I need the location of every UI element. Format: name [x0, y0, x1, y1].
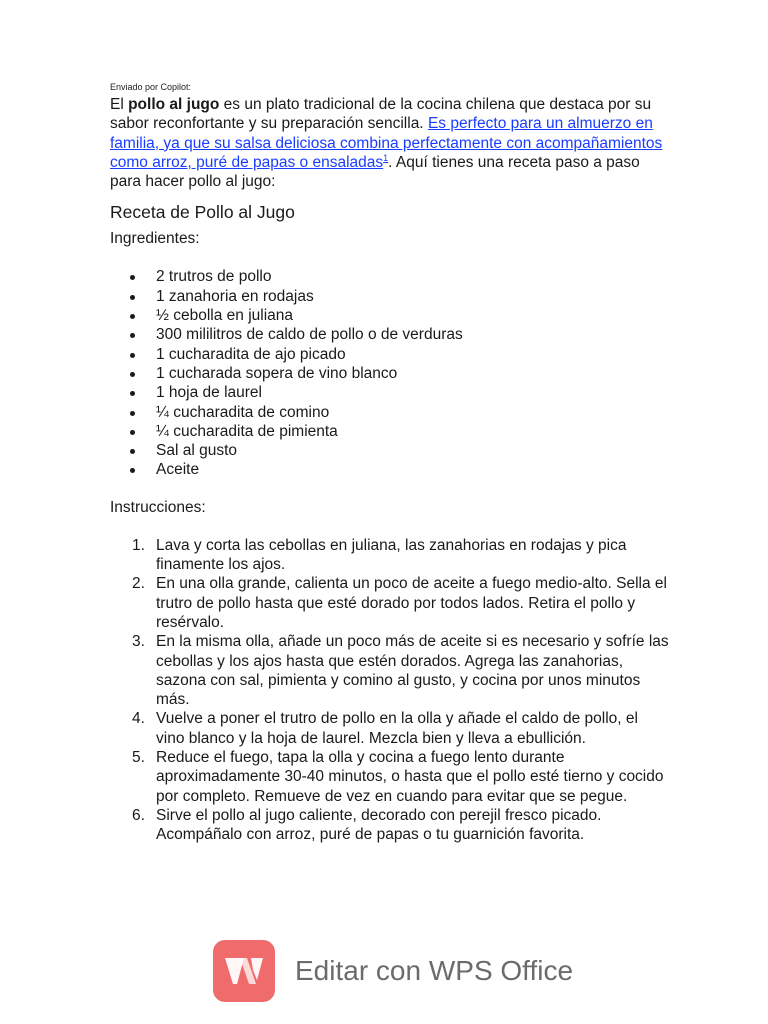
ingredient-item: Aceite: [110, 460, 670, 479]
instructions-list: [110, 536, 670, 845]
wps-logo-glyph: [213, 940, 275, 1002]
instruction-step: [110, 709, 670, 748]
instructions-heading: Instrucciones:: [110, 498, 206, 516]
ingredients-list: [110, 267, 670, 479]
ingredient-item: 2 trutros de pollo: [110, 267, 670, 286]
document-page: [110, 82, 670, 845]
bullet-icon: [130, 333, 135, 338]
wps-edit-label: Editar con WPS Office: [295, 955, 574, 986]
ingredient-item: ¼ cucharadita de comino: [110, 403, 670, 422]
step-number: 3.: [132, 633, 145, 651]
instruction-step: [110, 806, 670, 845]
bullet-icon: [130, 391, 135, 396]
step-number: 6.: [132, 806, 145, 824]
recipe-title: Receta de Pollo al Jugo: [110, 202, 295, 223]
ingredient-item: 1 hoja de laurel: [110, 383, 670, 402]
intro-paragraph: El pollo al jugo es un plato tradicional de la cocina chilena que destaca por su sabor reconfortante y su preparación sencilla. Es perfecto para un almuerzo en familia, ya que su salsa deliciosa combina perfectamente con acompañamientos como arroz, puré de papas o ensaladas$^1$. Aquí tienes una receta paso a paso para hacer pollo al jugo:: [110, 96, 663, 191]
step-number: 5.: [132, 749, 145, 767]
step-text: En una olla grande, calienta un poco de aceite a fuego medio-alto. Sella el trutro de pollo hasta que esté dorado por todos lados. Retira el pollo y resérvalo.: [156, 575, 667, 631]
bullet-icon: [130, 353, 135, 358]
ingredient-item: 1 zanahoria en rodajas: [110, 287, 670, 306]
ingredient-item: 300 mililitros de caldo de pollo o de verduras: [110, 325, 670, 344]
step-text: Vuelve a poner el trutro de pollo en la olla y añade el caldo de pollo, el vino blanco y la hoja de laurel. Mezcla bien y lleva a ebullición.: [156, 710, 638, 747]
bullet-icon: [130, 449, 135, 454]
step-text: Lava y corta las cebollas en juliana, las zanahorias en rodajas y pica finamente los ajos.: [156, 536, 627, 574]
bullet-icon: [130, 372, 135, 377]
ingredient-item: ½ cebolla en juliana: [110, 306, 670, 325]
wps-edit-banner[interactable]: [213, 940, 593, 1004]
instruction-step: [110, 632, 670, 709]
step-number: 4.: [132, 710, 145, 728]
step-number: 1.: [132, 536, 145, 554]
step-number: 2.: [132, 575, 145, 593]
bullet-icon: [130, 468, 135, 473]
instruction-step: [110, 574, 670, 632]
step-text: Sirve el pollo al jugo caliente, decorado con perejil fresco picado. Acompáñalo con arroz, puré de papas o tu guarnición favorita.: [156, 806, 602, 844]
instruction-step: [110, 748, 670, 806]
instruction-step: [110, 536, 670, 575]
intro-source-link[interactable]: Es perfecto para un almuerzo en familia, ya que su salsa deliciosa combina perfectamente con acompañamientos como arroz, puré de papas o ensaladas: [110, 115, 663, 171]
wps-logo-icon: [213, 940, 275, 1002]
ingredient-item: 1 cucharadita de ajo picado: [110, 345, 670, 364]
ingredient-item: Sal al gusto: [110, 441, 670, 460]
bullet-icon: [130, 411, 135, 416]
bullet-icon: [130, 295, 135, 300]
ingredient-item: ¼ cucharadita de pimienta: [110, 422, 670, 441]
step-text: Reduce el fuego, tapa la olla y cocina a fuego lento durante aproximadamente 30-40 minutos, o hasta que el pollo esté tierno y cocido por completo. Remueve de vez en cuando para evitar que se pegue.: [156, 749, 664, 805]
ingredient-item: 1 cucharada sopera de vino blanco: [110, 364, 670, 383]
bullet-icon: [130, 275, 135, 280]
bullet-icon: [130, 430, 135, 435]
bullet-icon: [130, 314, 135, 319]
intro-bold-term: pollo al jugo: [128, 96, 220, 113]
step-text: En la misma olla, añade un poco más de aceite si es necesario y sofríe las cebollas y los ajos hasta que estén dorados. Agrega las zanahorias, sazona con sal, pimienta y comino al gusto, y cocina por unos minutos más.: [156, 633, 669, 709]
sender-label: Enviado por Copilot:: [110, 82, 192, 92]
ingredients-heading: Ingredientes:: [110, 230, 200, 248]
footnote-marker[interactable]: 1: [383, 152, 389, 163]
